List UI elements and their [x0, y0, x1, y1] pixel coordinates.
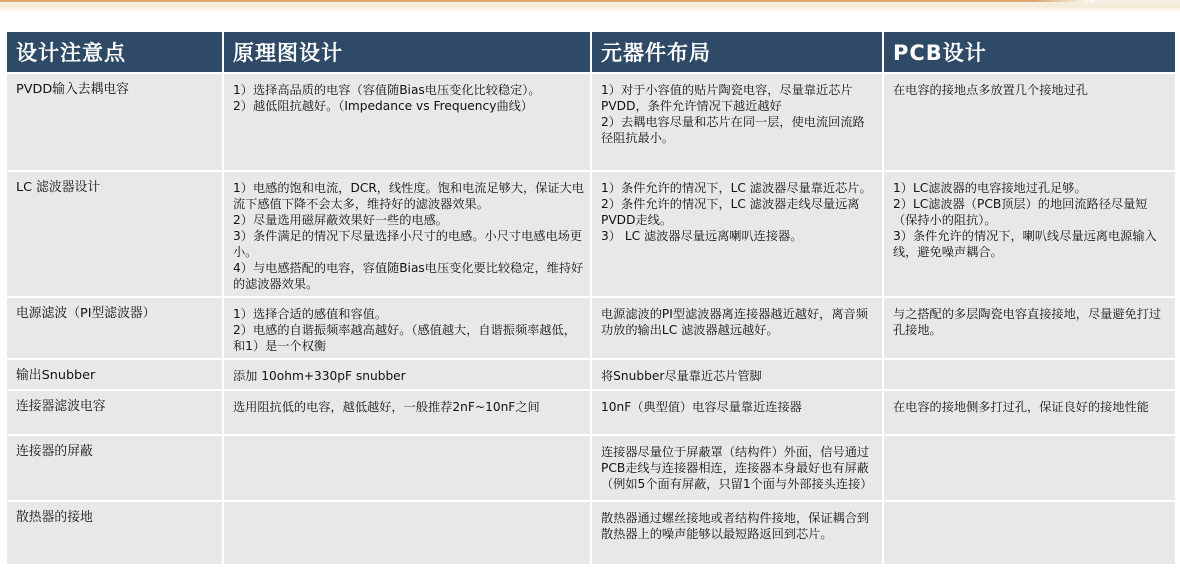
pcb-cell	[883, 359, 1175, 390]
top-accent-fade	[1034, 0, 1094, 2]
row-label: PVDD输入去耦电容	[7, 73, 223, 171]
decorative-top-band	[0, 0, 1180, 12]
row-label: LC 滤波器设计	[7, 171, 223, 297]
table-row	[7, 390, 1175, 435]
schematic-cell: 1）选择合适的感值和容值。 2）电感的自谐振频率越高越好。（感值越大，自谐振频率越低，和1）是一个权衡	[223, 297, 591, 359]
row-label: 输出Snubber	[7, 359, 223, 390]
placement-cell: 散热器通过螺丝接地或者结构件接地，保证耦合到散热器上的噪声能够以最短路返回到芯片。	[591, 501, 883, 565]
schematic-cell: 添加 10ohm+330pF snubber	[223, 359, 591, 390]
header-pcb-design: PCB设计	[883, 32, 1175, 73]
design-notes-table	[7, 32, 1175, 566]
pcb-cell	[883, 435, 1175, 501]
row-label: 连接器的屏蔽	[7, 435, 223, 501]
table-row	[7, 435, 1175, 501]
header-schematic-design: 原理图设计	[223, 32, 591, 73]
schematic-cell	[223, 435, 591, 501]
table-row	[7, 297, 1175, 359]
table-row	[7, 501, 1175, 565]
pcb-cell: 在电容的接地侧多打过孔，保证良好的接地性能	[883, 390, 1175, 435]
pcb-cell: 在电容的接地点多放置几个接地过孔	[883, 73, 1175, 171]
table-header-row	[7, 32, 1175, 73]
pcb-cell: 1）LC滤波器的电容接地过孔足够。 2）LC滤波器（PCB顶层）的地回流路径尽量短（保持小的阻抗）。 3）条件允许的情况下，喇叭线尽量远离电源输入线，避免噪声耦合。	[883, 171, 1175, 297]
schematic-cell: 1）电感的饱和电流，DCR，线性度。饱和电流足够大，保证大电流下感值下降不会太多，维持好的滤波器效果。 2）尽量选用磁屏蔽效果好一些的电感。 3）条件满足的情况下尽量选择小尺寸的电感。小尺寸电感电场更小。 4）与电感搭配的电容，容值随Bias电压变化要比较稳定，维持好的滤波器效果。	[223, 171, 591, 297]
row-label: 连接器滤波电容	[7, 390, 223, 435]
pcb-cell	[883, 501, 1175, 565]
table-row	[7, 73, 1175, 171]
placement-cell: 1）对于小容值的贴片陶瓷电容，尽量靠近芯片PVDD，条件允许情况下越近越好 2）去耦电容尽量和芯片在同一层，使电流回流路径阻抗最小。	[591, 73, 883, 171]
schematic-cell: 1）选择高品质的电容（容值随Bias电压变化比较稳定）。 2）越低阻抗越好。（Impedance vs Frequency曲线）	[223, 73, 591, 171]
top-accent-line	[0, 0, 1034, 2]
table-row	[7, 171, 1175, 297]
placement-cell: 将Snubber尽量靠近芯片管脚	[591, 359, 883, 390]
header-design-point: 设计注意点	[7, 32, 223, 73]
header-component-placement: 元器件布局	[591, 32, 883, 73]
placement-cell: 1）条件允许的情况下，LC 滤波器尽量靠近芯片。 2）条件允许的情况下，LC 滤波器走线尽量远离PVDD走线。 3） LC 滤波器尽量远离喇叭连接器。	[591, 171, 883, 297]
table-row	[7, 359, 1175, 390]
schematic-cell	[223, 501, 591, 565]
placement-cell: 10nF（典型值）电容尽量靠近连接器	[591, 390, 883, 435]
pcb-cell: 与之搭配的多层陶瓷电容直接接地，尽量避免打过孔接地。	[883, 297, 1175, 359]
row-label: 电源滤波（PI型滤波器）	[7, 297, 223, 359]
row-label: 散热器的接地	[7, 501, 223, 565]
placement-cell: 电源滤波的PI型滤波器离连接器越近越好，离音频功放的输出LC 滤波器越远越好。	[591, 297, 883, 359]
placement-cell: 连接器尽量位于屏蔽罩（结构件）外面，信号通过PCB走线与连接器相连，连接器本身最好也有屏蔽（例如5个面有屏蔽，只留1个面与外部接头连接）	[591, 435, 883, 501]
schematic-cell: 选用阻抗低的电容，越低越好，一般推荐2nF~10nF之间	[223, 390, 591, 435]
